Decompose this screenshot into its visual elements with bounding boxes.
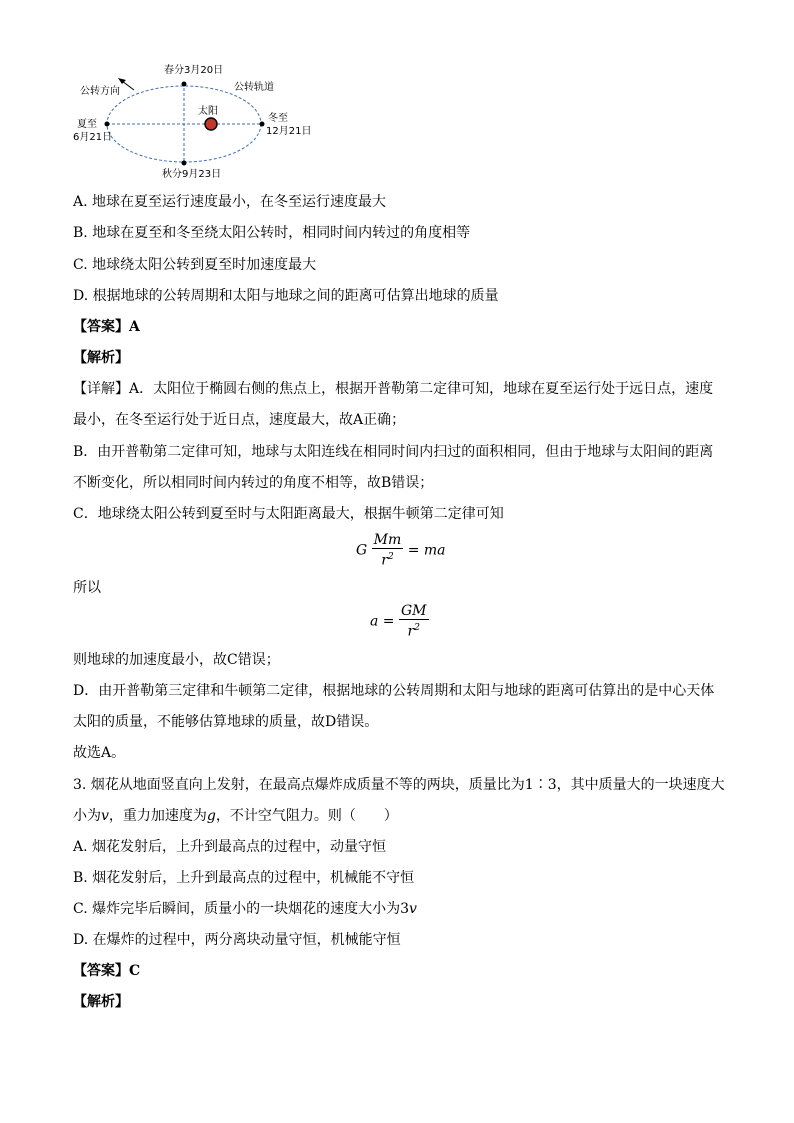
label-winter-name: 冬至 xyxy=(268,113,288,124)
q2-suoyi: 所以 xyxy=(73,580,101,596)
q3-stem-line-2: 小为v，重力加速度为g，不计空气阻力。则（ ） xyxy=(73,808,398,824)
summer-point xyxy=(105,122,110,127)
label-summer-date: 6月21日 xyxy=(73,132,113,143)
label-autumn: 秋分9月23日 xyxy=(162,169,222,180)
winter-point xyxy=(260,122,265,127)
label-orbit: 公转轨道 xyxy=(234,82,274,93)
q3-option-b: B. 烟花发射后，上升到最高点的过程中，机械能不守恒 xyxy=(73,870,415,886)
sun-icon xyxy=(205,118,217,130)
q3-analysis-heading: 【解析】 xyxy=(73,994,129,1010)
label-direction: 公转方向 xyxy=(80,86,120,97)
q2-detail-line-1: 【详解】A．太阳位于椭圆右侧的焦点上，根据开普勒第二定律可知，地球在夏至运行处于远日点，速度 xyxy=(73,381,714,397)
q2-detail-c-line-1: C．地球绕太阳公转到夏至时与太阳距离最大，根据牛顿第二定律可知 xyxy=(73,506,504,522)
spring-point xyxy=(182,82,187,87)
q2-detail-d-line-1: D．由开普勒第三定律和牛顿第二定律，根据地球的公转周期和太阳与地球的距离可估算出的是中心天体 xyxy=(73,683,715,699)
q2-detail-c-line-2: 则地球的加速度最小，故C错误； xyxy=(73,652,280,668)
q2-choose: 故选A。 xyxy=(73,745,126,761)
q2-option-c: C. 地球绕太阳公转到夏至时加速度最大 xyxy=(73,257,317,273)
q3-stem-line-1: 3. 烟花从地面竖直向上发射，在最高点爆炸成质量不等的两块，质量比为1∶3，其中质量大的一块速度大 xyxy=(73,777,725,793)
q2-answer: 【答案】A xyxy=(73,319,140,335)
formula-numerator-gm: GM xyxy=(400,603,427,619)
q2-option-d: D. 根据地球的公转周期和太阳与地球之间的距离可估算出地球的质量 xyxy=(73,288,499,304)
q2-analysis-heading: 【解析】 xyxy=(73,350,129,366)
orbit-diagram xyxy=(70,60,330,185)
q3-option-a: A. 烟花发射后，上升到最高点的过程中，动量守恒 xyxy=(73,839,387,855)
q2-option-b: B. 地球在夏至和冬至绕太阳公转时，相同时间内转过的角度相等 xyxy=(73,225,471,241)
formula-fraction-mm-r2 xyxy=(372,532,404,569)
formula-acceleration xyxy=(370,603,429,640)
formula-numerator-mm: Mm xyxy=(373,532,402,548)
direction-arrow-icon xyxy=(122,81,134,90)
label-winter-date: 12月21日 xyxy=(266,126,312,137)
formula-g: G xyxy=(356,542,368,559)
formula-rhs-ma: = ma xyxy=(407,542,446,559)
formula-denominator-r2-b: $r^2$ xyxy=(407,623,420,640)
q2-detail-line-2: 最小，在冬至运行处于近日点，速度最大，故A正确； xyxy=(73,412,406,428)
formula-lhs-a: a = xyxy=(370,613,395,630)
formula-denominator-r2: $r^2$ xyxy=(381,552,394,569)
autumn-point xyxy=(182,161,187,166)
label-summer-name: 夏至 xyxy=(77,119,97,130)
label-sun: 太阳 xyxy=(198,106,218,117)
q3-option-c: C. 爆炸完毕后瞬间，质量小的一块烟花的速度大小为3v xyxy=(73,901,417,917)
q2-detail-b-line-1: B．由开普勒第二定律可知，地球与太阳连线在相同时间内扫过的面积相同，但由于地球与太阳间的距离 xyxy=(73,444,714,460)
q3-answer: 【答案】C xyxy=(73,963,141,979)
formula-fraction-gm-r2 xyxy=(399,603,429,640)
q2-option-a: A. 地球在夏至运行速度最小，在冬至运行速度最大 xyxy=(73,194,387,210)
label-spring: 春分3月20日 xyxy=(164,65,224,76)
q3-option-d: D. 在爆炸的过程中，两分离块动量守恒，机械能守恒 xyxy=(73,932,401,948)
q2-detail-b-line-2: 不断变化，所以相同时间内转过的角度不相等，故B错误； xyxy=(73,475,434,491)
q2-detail-d-line-2: 太阳的质量，不能够估算地球的质量，故D错误。 xyxy=(73,714,379,730)
formula-newton-gravity xyxy=(356,532,446,569)
